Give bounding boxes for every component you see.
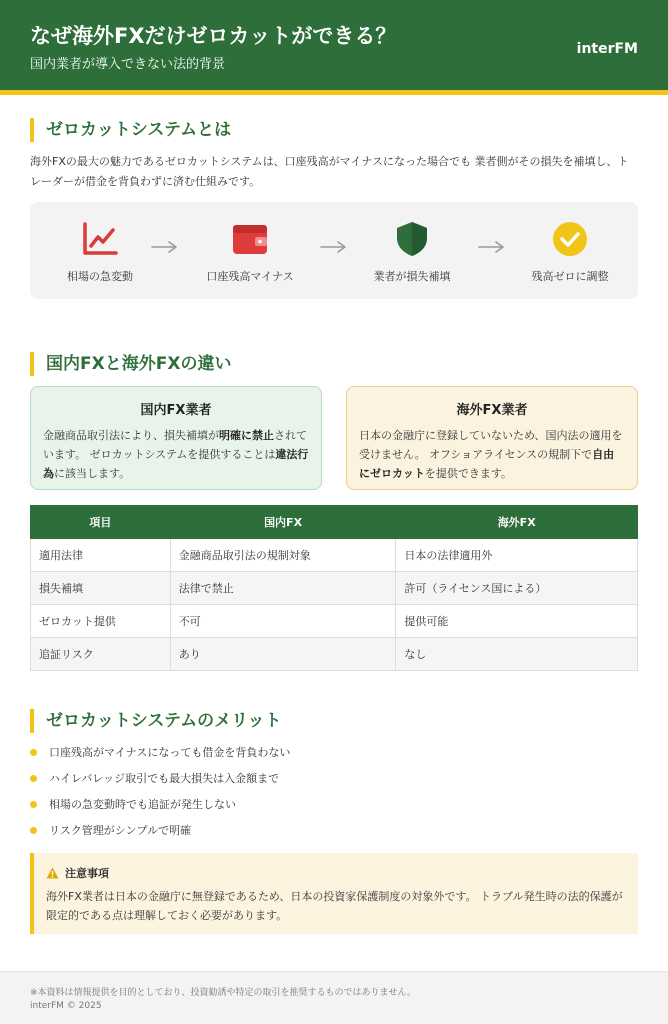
card-title: 海外FX業者 <box>456 403 528 418</box>
table-cell: 追証リスク <box>31 638 171 671</box>
header-banner <box>0 0 668 90</box>
table-cell: 法律で禁止 <box>170 572 396 605</box>
section-heading-zerocut: ゼロカットシステムとは <box>30 118 231 142</box>
notice-title: 注意事項 <box>65 867 109 880</box>
check-circle-icon <box>550 219 590 259</box>
overseas-fx-card <box>346 386 638 490</box>
flow-step-reset-zero <box>500 202 640 299</box>
flow-label: 業者が損失補填 <box>373 270 451 283</box>
table-header: 国内FX <box>170 506 396 539</box>
table-cell: 不可 <box>170 605 396 638</box>
flow-label: 口座残高マイナス <box>206 270 294 283</box>
copyright-text: interFM © 2025 <box>30 1001 102 1011</box>
comparison-table <box>30 505 638 671</box>
bullet-dot-icon <box>30 827 37 834</box>
shield-icon <box>392 219 432 259</box>
footer <box>0 971 668 1024</box>
table-row <box>31 572 638 605</box>
table-header: 項目 <box>31 506 171 539</box>
notice-text: 海外FX業者は日本の金融庁に無登録であるため、日本の投資家保護制度の対象外です。 トラブル発生時の法的保護が限定的である点は理解しておく必要があります。 <box>46 890 623 922</box>
list-item: ハイレバレッジ取引でも最大損失は入金額まで <box>30 769 638 795</box>
flow-step-market-crash <box>30 202 170 299</box>
page-subtitle: 国内業者が導入できない法的背景 <box>30 57 226 72</box>
flow-step-negative-balance <box>180 202 320 299</box>
bullet-dot-icon <box>30 775 37 782</box>
flow-label: 残高ゼロに調整 <box>531 270 609 283</box>
list-item: リスク管理がシンプルで明確 <box>30 821 638 847</box>
table-cell: 金融商品取引法の規制対象 <box>170 539 396 572</box>
table-cell: 損失補填 <box>31 572 171 605</box>
merit-list <box>30 743 638 847</box>
table-cell: 日本の法律適用外 <box>396 539 638 572</box>
bullet-dot-icon <box>30 749 37 756</box>
wallet-icon <box>230 219 270 259</box>
notice-header <box>46 863 626 883</box>
brand-logo: interFM <box>576 41 638 57</box>
table-row <box>31 539 638 572</box>
header-accent-stripe <box>0 90 668 95</box>
warning-icon <box>46 867 59 879</box>
page-title: なぜ海外FXだけゼロカットができる？ <box>30 24 397 48</box>
disclaimer-text: ※本資料は情報提供を目的としており、投資勧誘や特定の取引を推奨するものではありません。 <box>30 988 417 998</box>
intro-text: 海外FXの最大の魅力であるゼロカットシステムは、口座残高がマイナスになった場合でも 業者側がその損失を補填し、トレーダーが借金を背負わずに済む仕組みです。 <box>30 155 629 188</box>
list-item: 口座残高がマイナスになっても借金を背負わない <box>30 743 638 769</box>
table-row <box>31 605 638 638</box>
zerocut-flow-diagram <box>30 202 638 299</box>
flow-label: 相場の急変動 <box>67 270 133 283</box>
section-heading-merits: ゼロカットシステムのメリット <box>30 709 281 733</box>
table-header-row <box>31 506 638 539</box>
table-cell: あり <box>170 638 396 671</box>
card-text: 金融商品取引法により、損失補填が明確に禁止されています。 ゼロカットシステムを提供することは違法行為に該当します。 <box>43 429 309 480</box>
domestic-fx-card <box>30 386 322 490</box>
section-heading-comparison: 国内FXと海外FXの違い <box>30 352 231 376</box>
table-cell: 許可（ライセンス国による） <box>396 572 638 605</box>
table-cell: 適用法律 <box>31 539 171 572</box>
notice-box <box>30 853 638 934</box>
flow-step-loss-compensation <box>342 202 482 299</box>
table-header: 海外FX <box>396 506 638 539</box>
card-text: 日本の金融庁に登録していないため、国内法の適用を受けません。 オフショアライセンスの規制下で自由にゼロカットを提供できます。 <box>359 429 623 480</box>
list-item: 相場の急変動時でも追証が発生しない <box>30 795 638 821</box>
chart-line-icon <box>80 219 120 259</box>
table-cell: ゼロカット提供 <box>31 605 171 638</box>
arrow-right-icon <box>150 239 180 255</box>
table-row <box>31 638 638 671</box>
card-title: 国内FX業者 <box>140 403 212 418</box>
table-cell: なし <box>396 638 638 671</box>
table-cell: 提供可能 <box>396 605 638 638</box>
bullet-dot-icon <box>30 801 37 808</box>
